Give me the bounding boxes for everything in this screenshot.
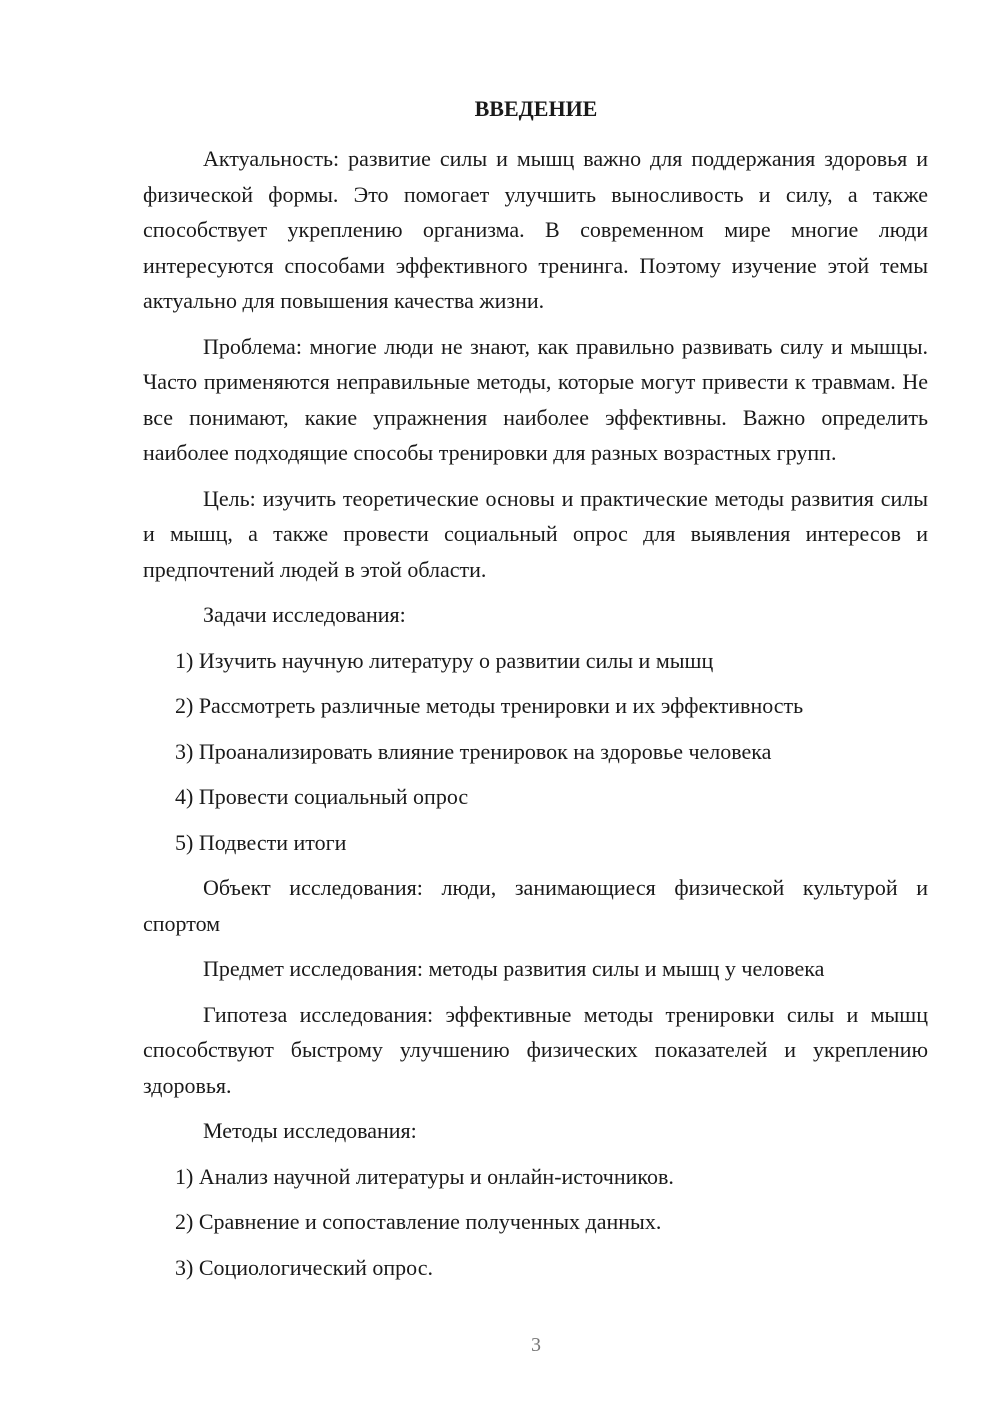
document-body xyxy=(143,141,928,1295)
goal-paragraph: Цель: изучить теоретические основы и практические методы развития силы и мышц, а также провести социальный опрос для выявления интересов и предпочтений людей в этой области. xyxy=(143,485,928,582)
relevance-paragraph: Актуальность: развитие силы и мышц важно для поддержания здоровья и физической формы. Это помогает улучшить выносливость и силу, а также способствует укреплению организма. В современном мире многие люди интересуются способами эффективного тренинга. Поэтому изучение этой темы актуально для повышения качества жизни. xyxy=(143,146,928,313)
page-title: ВВЕДЕНИЕ xyxy=(474,96,598,121)
hypothesis-paragraph: Гипотеза исследования: эффективные методы тренировки силы и мышц способствуют быстрому улучшению физических показателей и укреплению здоровья. xyxy=(143,1001,928,1098)
tasks-heading: Задачи исследования: xyxy=(203,602,406,627)
problem-paragraph: Проблема: многие люди не знают, как правильно развивать силу и мышцы. Часто применяются неправильные методы, которые могут привести к травмам. Не все понимают, какие упражнения наиболее эффективны. Важно определить наиболее подходящие способы тренировки для разных возрастных групп. xyxy=(143,333,928,465)
method-item-1: 1) Анализ научной литературы и онлайн-источников. xyxy=(175,1163,674,1189)
task-item-3: 3) Проанализировать влияние тренировок на здоровье человека xyxy=(175,738,772,764)
method-item-3: 3) Социологический опрос. xyxy=(175,1254,433,1280)
task-item-5: 5) Подвести итоги xyxy=(175,829,347,855)
task-item-2: 2) Рассмотреть различные методы тренировки и их эффективность xyxy=(175,693,804,718)
task-item-1: 1) Изучить научную литературу о развитии силы и мышц xyxy=(175,647,714,673)
methods-heading: Методы исследования: xyxy=(203,1118,417,1143)
method-item-2: 2) Сравнение и сопоставление полученных данных. xyxy=(175,1209,662,1234)
object-paragraph: Объект исследования: люди, занимающиеся физической культурой и спортом xyxy=(143,875,928,936)
subject-paragraph: Предмет исследования: методы развития силы и мышц у человека xyxy=(203,956,825,981)
task-item-4: 4) Провести социальный опрос xyxy=(175,784,469,809)
page-number: 3 xyxy=(531,1334,541,1356)
